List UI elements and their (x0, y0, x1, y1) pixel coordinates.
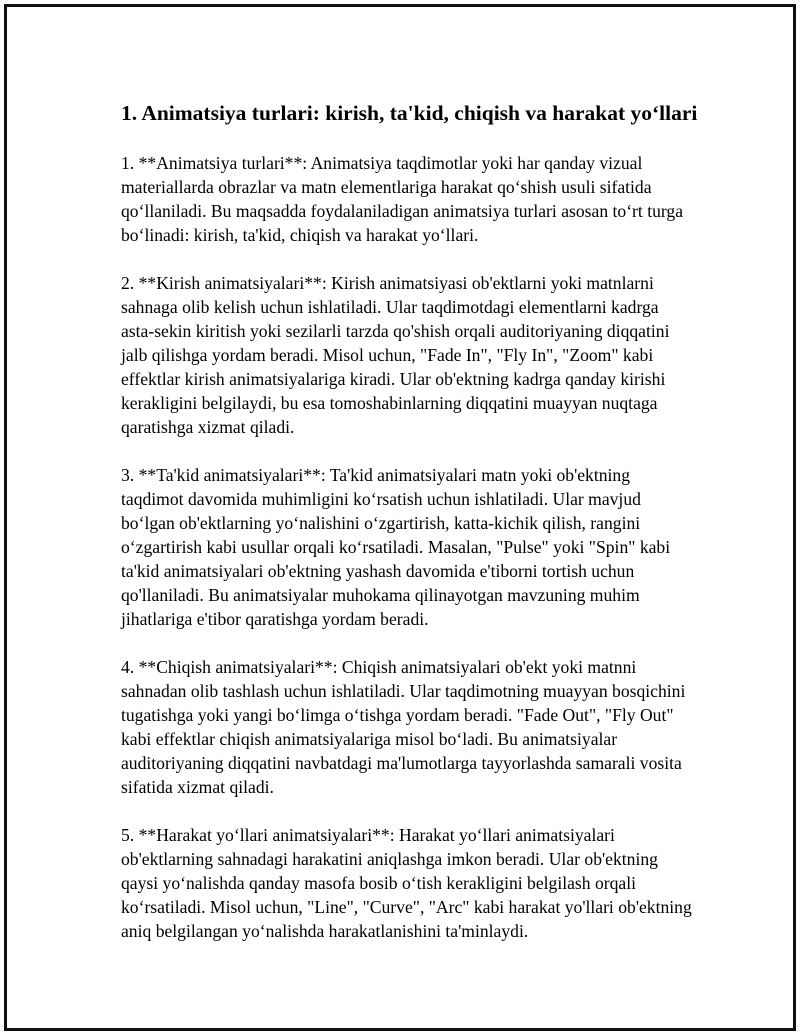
paragraph-entrance-animations: 2. **Kirish animatsiyalari**: Kirish animatsiyasi ob'ektlarni yoki matnlarni sahnaga olib kelish uchun ishlatiladi. Ular taqdimotdagi elementlarni kadrga asta-sekin kiritish yoki sezilarli tarzda qo'shish orqali auditoriyaning diqqatini jalb qilishga yordam beradi. Misol uchun, "Fade In", "Fly In", "Zoom" kabi effektlar kirish animatsiyalariga kiradi. Ular ob'ektning kadrga qanday kirishi kerakligini belgilaydi, bu esa tomoshabinlarning diqqatini muayyan nuqtaga qaratishga xizmat qiladi. (121, 273, 670, 437)
paragraph-exit-animations: 4. **Chiqish animatsiyalari**: Chiqish animatsiyalari ob'ekt yoki matnni sahnadan olib tashlash uchun ishlatiladi. Ular taqdimotning muayyan bosqichini tugatishga yoki yangi bo‘limga o‘tishga yordam beradi. "Fade Out", "Fly Out" kabi effektlar chiqish animatsiyalariga misol bo‘ladi. Bu animatsiyalar auditoriyaning diqqatini navbatdagi ma'lumotlarga tayyorlashda samarali vosita sifatida xizmat qiladi. (121, 657, 686, 797)
document-body (121, 99, 698, 943)
paragraph-emphasis-animations: 3. **Ta'kid animatsiyalari**: Ta'kid animatsiyalari matn yoki ob'ektning taqdimot davomida muhimligini ko‘rsatish uchun ishlatiladi. Ular mavjud bo‘lgan ob'ektlarning yo‘nalishini o‘zgartirish, katta-kichik qilish, rangini o‘zgartirish kabi usullar orqali ko‘rsatiladi. Masalan, "Pulse" yoki "Spin" kabi ta'kid animatsiyalari ob'ektning yashash davomida e'tiborni tortish uchun qo'llaniladi. Bu animatsiyalar muhokama qilinayotgan mavzuning muhim jihatlariga e'tibor qaratishga yordam beradi. (121, 465, 671, 629)
paragraph-animation-types: 1. **Animatsiya turlari**: Animatsiya taqdimotlar yoki har qanday vizual materiallarda obrazlar va matn elementlariga harakat qo‘shish usuli sifatida qo‘llaniladi. Bu maqsadda foydalaniladigan animatsiya turlari asosan to‘rt turga bo‘linadi: kirish, ta'kid, chiqish va harakat yo‘llari. (121, 153, 684, 245)
page-frame (4, 4, 796, 1031)
document-title: 1. Animatsiya turlari: kirish, ta'kid, chiqish va harakat yo‘llari (121, 101, 698, 125)
paragraph-motion-path-animations: 5. **Harakat yo‘llari animatsiyalari**: Harakat yo‘llari animatsiyalari ob'ektlarning sahnadagi harakatini aniqlashga imkon beradi. Ular ob'ektning qaysi yo‘nalishda qanday masofa bosib o‘tish kerakligini belgilash orqali ko‘rsatiladi. Misol uchun, "Line", "Curve", "Arc" kabi harakat yo'llari ob'ektning aniq belgilangan yo‘nalishda harakatlanishini ta'minlaydi. (121, 825, 692, 941)
